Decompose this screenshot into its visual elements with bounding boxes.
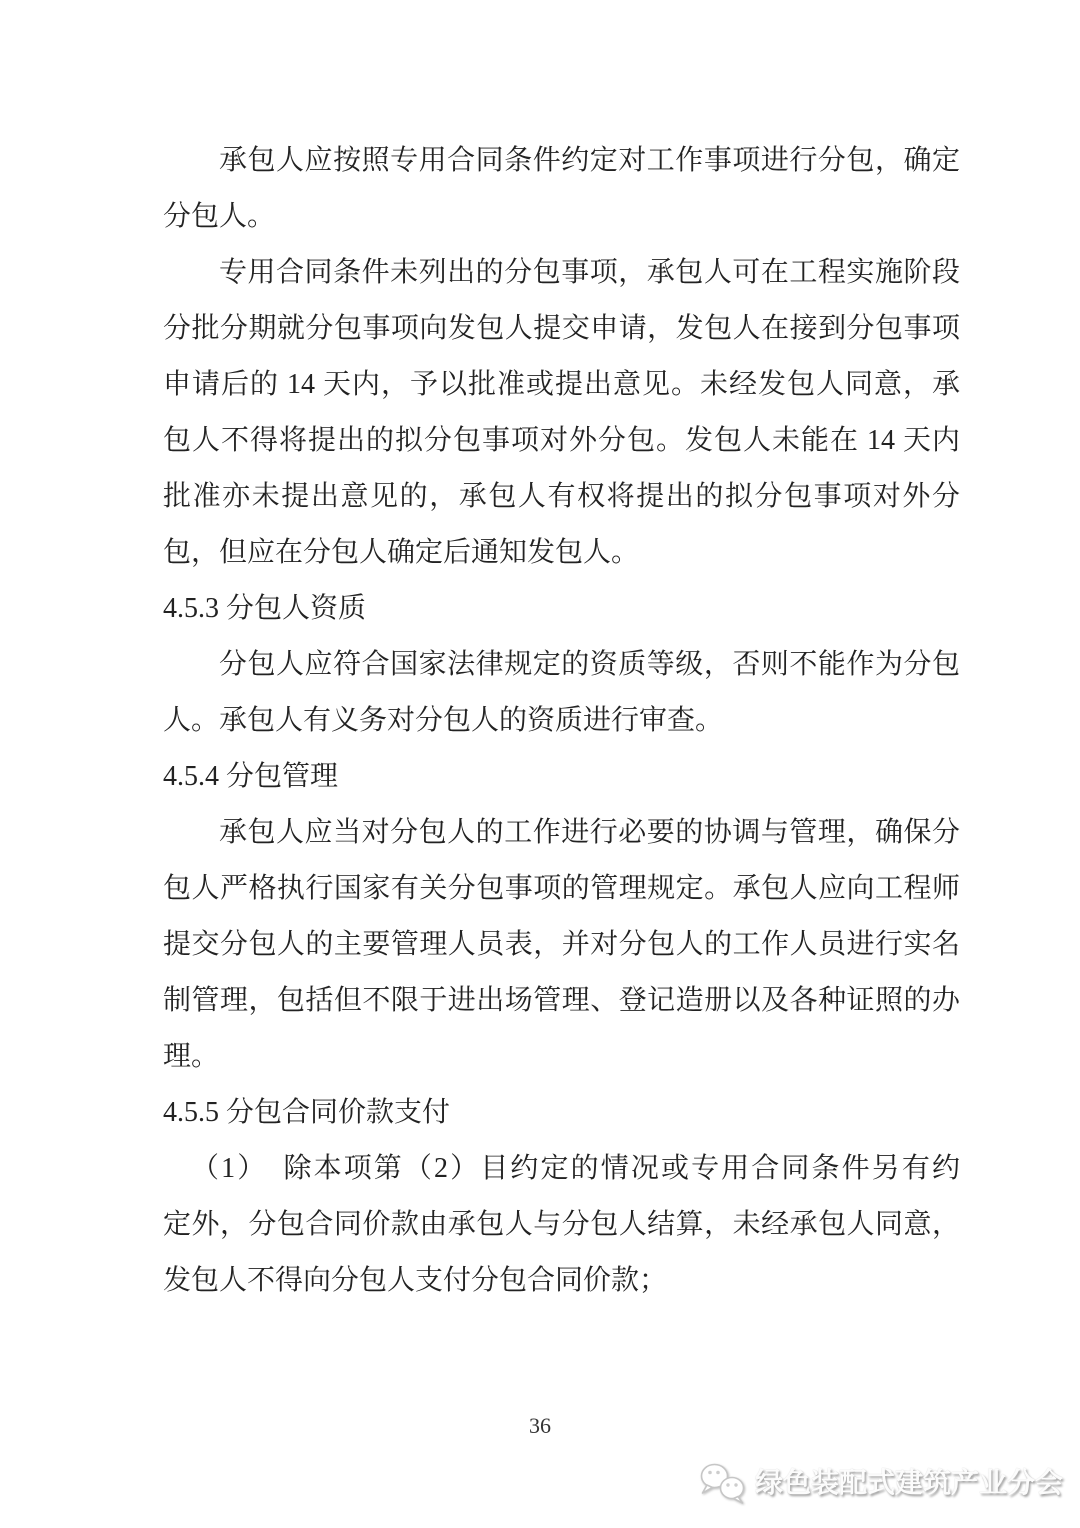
paragraph-line: 包人不得将提出的拟分包事项对外分包。发包人未能在 14 天内	[163, 425, 960, 456]
paragraph-line: 包，但应在分包人确定后通知发包人。	[163, 537, 640, 568]
paragraph-line: 承包人应当对分包人的工作进行必要的协调与管理，确保分	[219, 817, 960, 848]
paragraph-line: 申请后的 14 天内，予以批准或提出意见。未经发包人同意，承	[163, 369, 960, 400]
paragraph-line: 理。	[163, 1041, 220, 1072]
footer-watermark	[698, 1458, 1063, 1508]
paragraph-line: 制管理，包括但不限于进出场管理、登记造册以及各种证照的办	[163, 985, 960, 1016]
wechat-icon	[698, 1461, 748, 1505]
footer-watermark-text: 绿色装配式建筑产业分会	[755, 1467, 1064, 1498]
paragraph-line: 发包人不得向分包人支付分包合同价款；	[163, 1265, 668, 1296]
paragraph-line: 分包人。	[163, 201, 276, 232]
paragraph-line: 分批分期就分包事项向发包人提交申请，发包人在接到分包事项	[163, 313, 960, 344]
paragraph-line: 人。承包人有义务对分包人的资质进行审查。	[163, 705, 724, 736]
document-body	[163, 133, 960, 1309]
paragraph-line: 包人严格执行国家有关分包事项的管理规定。承包人应向工程师	[163, 873, 960, 904]
section-heading: 4.5.5 分包合同价款支付	[163, 1097, 451, 1128]
paragraph-line: 定外，分包合同价款由承包人与分包人结算，未经承包人同意，	[163, 1209, 960, 1240]
paragraph-line: 分包人应符合国家法律规定的资质等级，否则不能作为分包	[219, 649, 960, 680]
paragraph-line: 提交分包人的主要管理人员表，并对分包人的工作人员进行实名	[163, 929, 960, 960]
paragraph-line: 专用合同条件未列出的分包事项，承包人可在工程实施阶段	[219, 257, 960, 288]
section-heading: 4.5.4 分包管理	[163, 761, 339, 792]
paragraph-line: （1） 除本项第（2）目约定的情况或专用合同条件另有约	[191, 1153, 960, 1184]
page-number: 36	[529, 1413, 551, 1438]
paragraph-line: 批准亦未提出意见的，承包人有权将提出的拟分包事项对外分	[163, 481, 960, 512]
paragraph-line: 承包人应按照专用合同条件约定对工作事项进行分包，确定	[219, 145, 960, 176]
section-heading: 4.5.3 分包人资质	[163, 593, 367, 624]
